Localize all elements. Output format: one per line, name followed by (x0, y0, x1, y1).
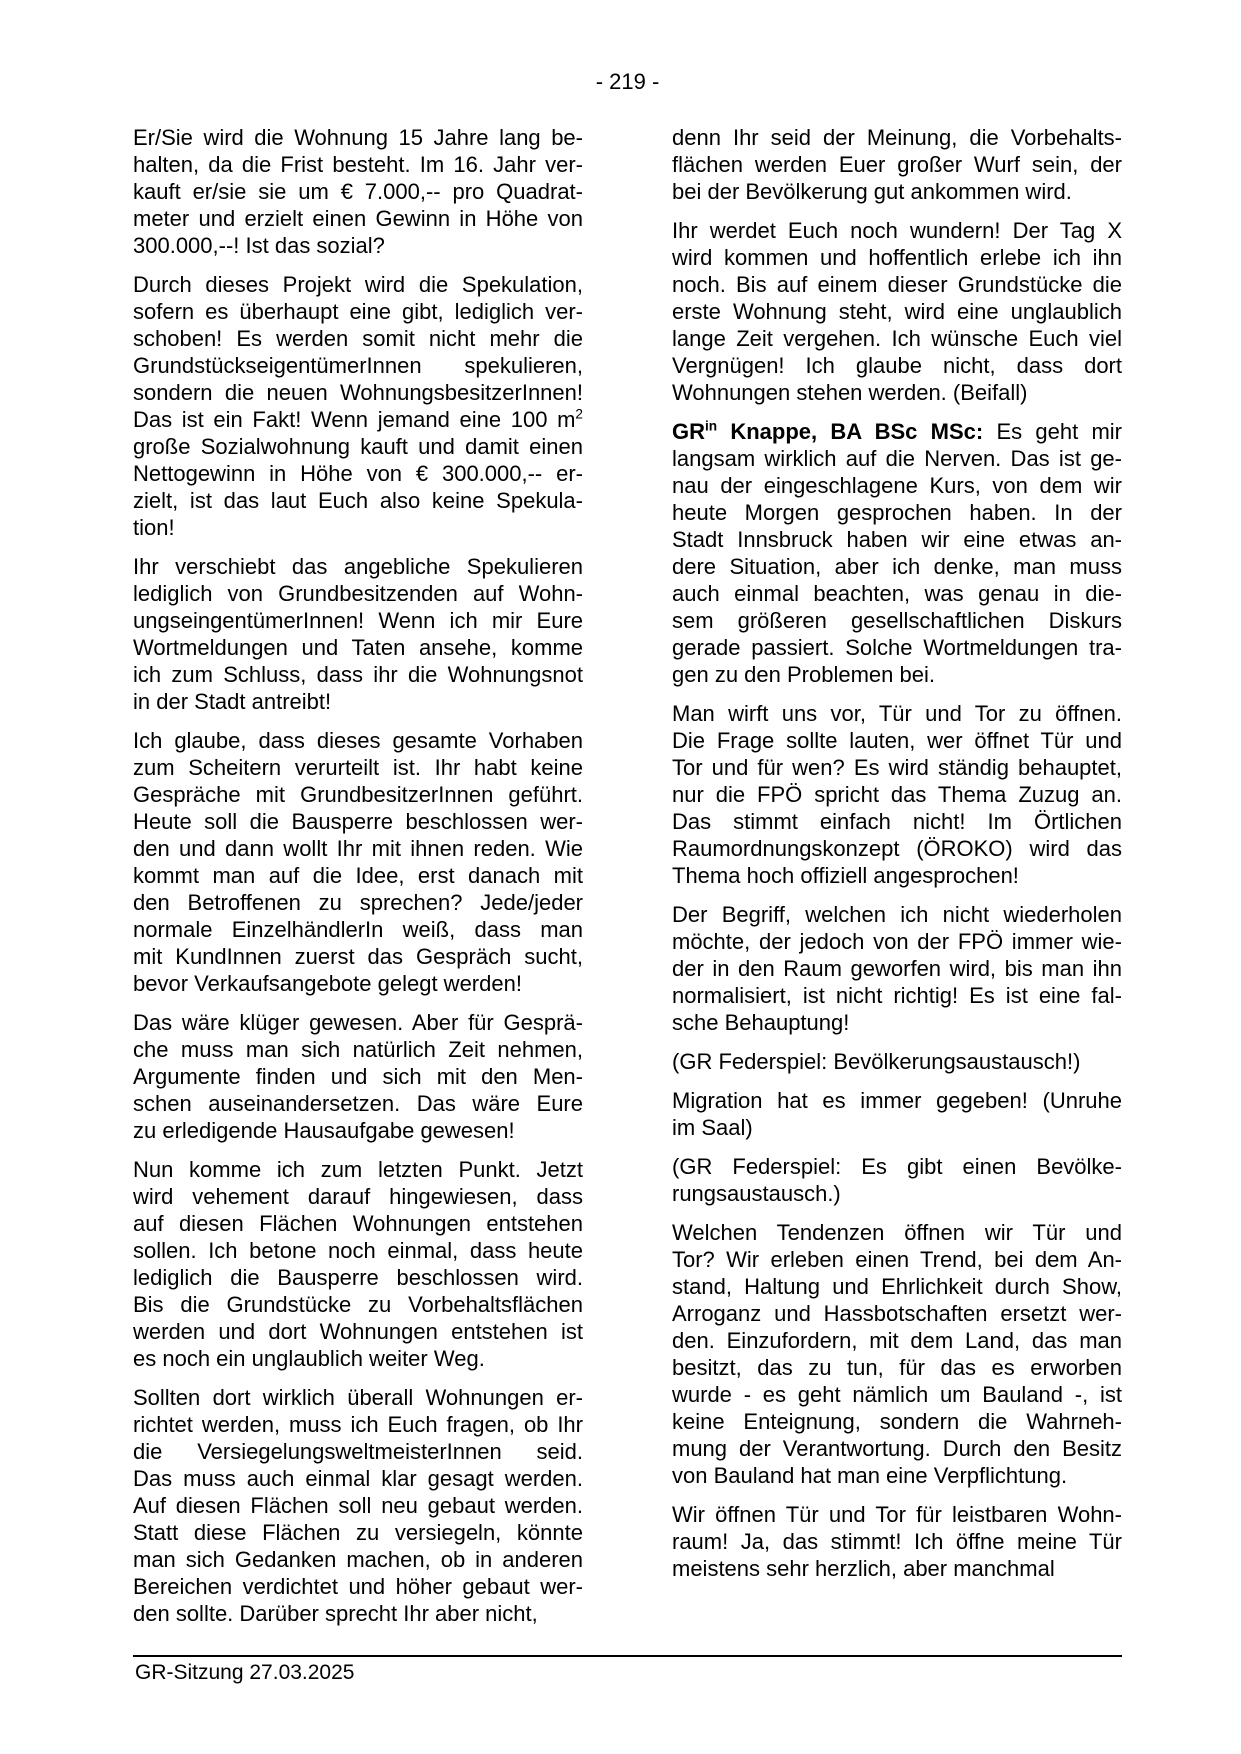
text-line: Arroganz und Hassbotschaften ersetzt wer- (672, 1301, 1122, 1326)
text-line: Tor? Wir erleben einen Trend, bei dem An- (672, 1247, 1122, 1272)
text-line: Durch dieses Projekt wird die Spekulation, (133, 272, 583, 297)
text-line: große Sozialwohnung kauft und damit einen (133, 434, 583, 459)
text-line: Nun komme ich zum letzten Punkt. Jetzt (133, 1157, 583, 1182)
text-columns (133, 124, 1122, 1639)
text-line: wurde - es geht nämlich um Bauland -, ist (672, 1382, 1122, 1407)
paragraph (672, 1048, 1122, 1075)
text-line: lange Zeit vergehen. Ich wünsche Euch viel (672, 326, 1122, 351)
text-line: Vergnügen! Ich glaube nicht, dass dort (672, 353, 1122, 378)
superscript: 2 (575, 406, 583, 422)
text-line: bei der Bevölkerung gut ankommen wird. (672, 179, 1072, 204)
text-line: die VersiegelungsweltmeisterInnen seid. (133, 1439, 583, 1464)
text-line: man sich Gedanken machen, ob in anderen (133, 1547, 583, 1572)
text-line: normalisiert, ist nicht richtig! Es ist eine fal- (672, 983, 1122, 1008)
text-line: den Betroffenen zu sprechen? Jede/jeder (133, 890, 583, 915)
paragraph (672, 1501, 1122, 1582)
text-line: tion! (133, 515, 175, 540)
text-line: bevor Verkaufsangebote gelegt werden! (133, 971, 522, 996)
text-line: wird vehement darauf hingewiesen, dass (133, 1184, 583, 1209)
text-line: meter und erzielt einen Gewinn in Höhe von (133, 206, 583, 231)
text-line: Auf diesen Flächen soll neu gebaut werden. (133, 1493, 583, 1518)
text-line: schoben! Es werden somit nicht mehr die (133, 326, 583, 351)
text-line: werden und dort Wohnungen entstehen ist (133, 1319, 583, 1344)
text-line: keine Enteignung, sondern die Wahrneh- (672, 1409, 1122, 1434)
text-line: möchte, der jedoch von der FPÖ immer wie- (672, 929, 1122, 954)
text-line: ich zum Schluss, dass ihr die Wohnungsnot (133, 662, 583, 687)
text-line: Thema hoch offiziell angesprochen! (672, 863, 1019, 888)
text-line: gen zu den Problemen bei. (672, 662, 935, 687)
text-line: langsam wirklich auf die Nerven. Das ist ge- (672, 446, 1122, 471)
paragraph (133, 727, 583, 997)
text-line: Man wirft uns vor, Tür und Tor zu öffnen. (672, 701, 1122, 726)
text-line: rungsaustausch.) (672, 1181, 841, 1206)
text-line: Stadt Innsbruck haben wir eine etwas an- (672, 527, 1122, 552)
text-line: lediglich von Grundbesitzenden auf Wohn- (133, 581, 583, 606)
text-line: erste Wohnung steht, wird eine unglaublich (672, 299, 1122, 324)
text-line: nau der eingeschlagene Kurs, von dem wir (672, 473, 1122, 498)
text-line: richtet werden, muss ich Euch fragen, ob Ihr (133, 1412, 583, 1437)
text-line: Welchen Tendenzen öffnen wir Tür und (672, 1220, 1122, 1245)
paragraph (672, 700, 1122, 889)
footer-rule (133, 1655, 1122, 1657)
text-line: sondern die neuen WohnungsbesitzerInnen! (133, 380, 583, 405)
text-line: Ihr verschiebt das angebliche Spekulieren (133, 554, 583, 579)
text-line: $GR^{in}$ Knappe, BA BSc MSc: Es geht mir (672, 418, 1122, 444)
text-line: Wortmeldungen und Taten ansehe, komme (133, 635, 583, 660)
text-line: Der Begriff, welchen ich nicht wiederholen (672, 902, 1122, 927)
paragraph (133, 1384, 583, 1627)
text-line: stand, Haltung und Ehrlichkeit durch Show, (672, 1274, 1122, 1299)
text-line: denn Ihr seid der Meinung, die Vorbehalts- (672, 125, 1122, 150)
text-line: Gespräche mit GrundbesitzerInnen geführt. (133, 782, 583, 807)
superscript: in (705, 418, 718, 434)
text-line: sche Behauptung! (672, 1010, 850, 1035)
page-number: - 219 - (595, 69, 660, 94)
text-line: noch. Bis auf einem dieser Grundstücke die (672, 272, 1122, 297)
text-line: (GR Federspiel: Bevölkerungsaustausch!) (672, 1049, 1081, 1074)
text-line: dere Situation, aber ich denke, man muss (672, 554, 1122, 579)
text-line: besitzt, das zu tun, für das es erworben (672, 1355, 1122, 1380)
text-line: zielt, ist das laut Euch also keine Spekula- (133, 488, 583, 513)
text-line: Wohnungen stehen werden. (Beifall) (672, 380, 1028, 405)
paragraph (133, 1156, 583, 1372)
text-line: Bereichen verdichtet und höher gebaut wer- (133, 1574, 583, 1599)
paragraph (672, 1087, 1122, 1141)
text-line: heute Morgen gesprochen haben. In der (672, 500, 1122, 525)
text-line: zu erledigende Hausaufgabe gewesen! (133, 1118, 515, 1143)
text-line: in der Stadt antreibt! (133, 689, 332, 714)
text-line: Das wäre klüger gewesen. Aber für Gesprä- (133, 1010, 583, 1035)
speaker-name: $GR^{in}$ Knappe, BA BSc MSc: (672, 418, 984, 444)
text-line: Migration hat es immer gegeben! (Unruhe (672, 1088, 1122, 1113)
paragraph (672, 418, 1122, 688)
paragraph (133, 1009, 583, 1144)
text-line: auch einmal beachten, was genau in die- (672, 581, 1122, 606)
text-line: kommt man auf die Idee, erst danach mit (133, 863, 583, 888)
text-line: normale EinzelhändlerIn weiß, dass man (133, 917, 583, 942)
text-line: der in den Raum geworfen wird, bis man ihn (672, 956, 1122, 981)
text-line: nur die FPÖ spricht das Thema Zuzug an. (672, 782, 1122, 807)
text-line: che muss man sich natürlich Zeit nehmen, (133, 1037, 583, 1062)
text-line: sem größeren gesellschaftlichen Diskurs (672, 608, 1122, 633)
text-line: Bis die Grundstücke zu Vorbehaltsflächen (133, 1292, 583, 1317)
paragraph (672, 1219, 1122, 1489)
text-line: Wir öffnen Tür und Tor für leistbaren Wohn- (672, 1502, 1122, 1527)
text-line: Raumordnungskonzept (ÖROKO) wird das (672, 836, 1122, 861)
paragraph (672, 1153, 1122, 1207)
text-line: ungseingentümerInnen! Wenn ich mir Eure (133, 608, 583, 633)
text-line: Die Frage sollte lauten, wer öffnet Tür und (672, 728, 1122, 753)
column-right (672, 124, 1122, 1639)
text-line: den und dann wollt Ihr mit ihnen reden. Wie (133, 836, 583, 861)
text-line: meistens sehr herzlich, aber manchmal (672, 1556, 1055, 1581)
text-line: sofern es überhaupt eine gibt, lediglich ver- (133, 299, 583, 324)
paragraph (672, 901, 1122, 1036)
text-line: zum Scheitern verurteilt ist. Ihr habt keine (133, 755, 583, 780)
text-line: es noch ein unglaublich weiter Weg. (133, 1346, 485, 1371)
paragraph (133, 271, 583, 541)
text-line: wird kommen und hoffentlich erlebe ich ihn (672, 245, 1122, 270)
footer-label: GR-Sitzung 27.03.2025 (135, 1661, 355, 1684)
text-line: Das muss auch einmal klar gesagt werden. (133, 1466, 583, 1491)
text-line: Er/Sie wird die Wohnung 15 Jahre lang be- (133, 125, 583, 150)
text-line: schen auseinandersetzen. Das wäre Eure (133, 1091, 583, 1116)
text-line: kauft er/sie sie um € 7.000,-- pro Quadrat- (133, 179, 583, 204)
text-line: auf diesen Flächen Wohnungen entstehen (133, 1211, 583, 1236)
text-line: den. Einzufordern, mit dem Land, das man (672, 1328, 1122, 1353)
text-line: halten, da die Frist besteht. Im 16. Jahr ver- (133, 152, 583, 177)
text-line: Sollten dort wirklich überall Wohnungen er- (133, 1385, 583, 1410)
text-line: gerade passiert. Solche Wortmeldungen tra- (672, 635, 1122, 660)
text-line: flächen werden Euer großer Wurf sein, der (672, 152, 1122, 177)
text-line: mung der Verantwortung. Durch den Besitz (672, 1436, 1122, 1461)
text-line: Argumente finden und sich mit den Men- (133, 1064, 583, 1089)
text-line: raum! Ja, das stimmt! Ich öffne meine Tür (672, 1529, 1122, 1554)
paragraph (133, 124, 583, 259)
column-left (133, 124, 583, 1639)
text-line: Ihr werdet Euch noch wundern! Der Tag X (672, 218, 1122, 243)
text-line: Statt diese Flächen zu versiegeln, könnte (133, 1520, 583, 1545)
paragraph (133, 553, 583, 715)
text-line: Nettogewinn in Höhe von € 300.000,-- er- (133, 461, 583, 486)
text-line: Das ist ein Fakt! Wenn jemand eine 100 $m^2$ (133, 406, 583, 432)
text-line: Ich glaube, dass dieses gesamte Vorhaben (133, 728, 583, 753)
text-line: im Saal) (672, 1115, 753, 1140)
text-line: lediglich die Bausperre beschlossen wird. (133, 1265, 583, 1290)
text-line: Das stimmt einfach nicht! Im Örtlichen (672, 809, 1122, 834)
text-line: sollen. Ich betone noch einmal, dass heute (133, 1238, 583, 1263)
text-line: den sollte. Darüber sprecht Ihr aber nicht, (133, 1601, 538, 1626)
text-line: Tor und für wen? Es wird ständig behauptet, (672, 755, 1122, 780)
text-line: Heute soll die Bausperre beschlossen wer- (133, 809, 583, 834)
text-line: 300.000,--! Ist das sozial? (133, 233, 385, 258)
paragraph (672, 217, 1122, 406)
text-line: (GR Federspiel: Es gibt einen Bevölke- (672, 1154, 1122, 1179)
text-line: GrundstückseigentümerInnen spekulieren, (133, 353, 583, 378)
text-line: mit KundInnen zuerst das Gespräch sucht, (133, 944, 583, 969)
paragraph (672, 124, 1122, 205)
text-line: von Bauland hat man eine Verpflichtung. (672, 1463, 1068, 1488)
